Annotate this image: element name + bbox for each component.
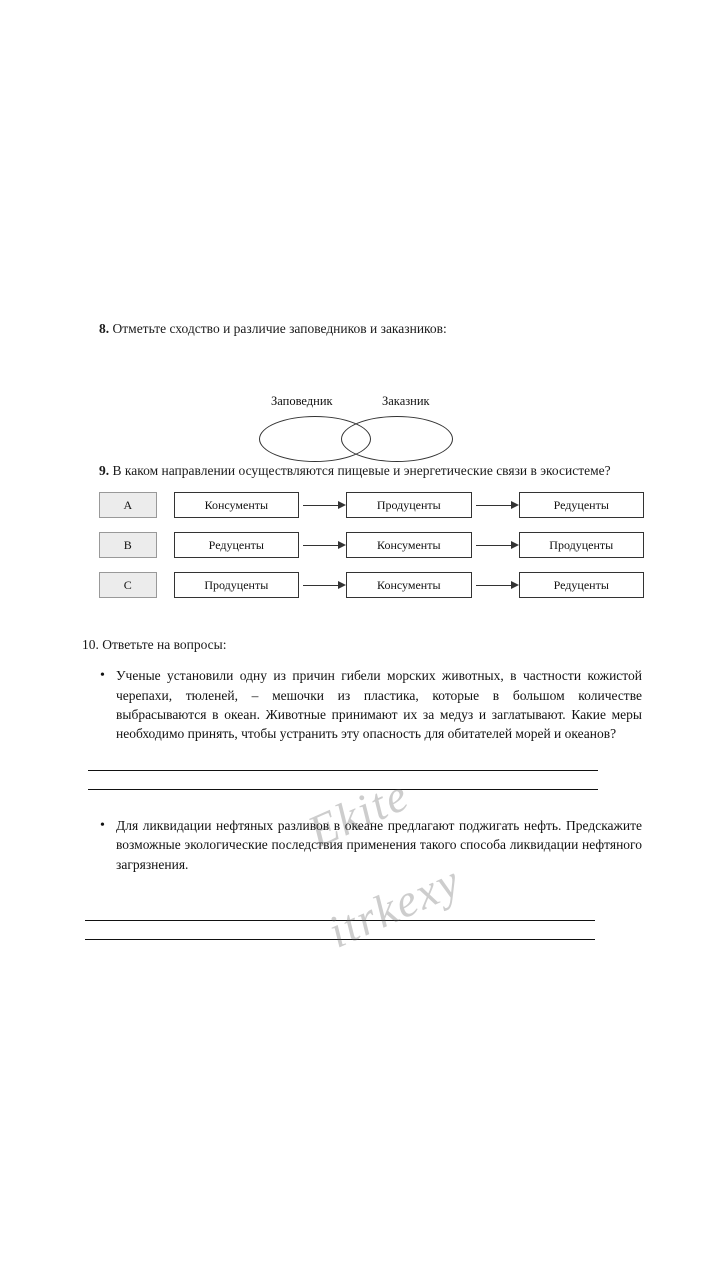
chain-cell: Редуценты	[174, 532, 299, 558]
bullet-icon: •	[100, 668, 105, 684]
question-9-number: 9.	[99, 463, 110, 478]
answer-lines-1[interactable]	[85, 752, 598, 790]
venn-label-right: Заказник	[382, 394, 430, 409]
bullet-text: Ученые установили одну из причин гибели морских животных, в частности кожистой черепахи, тюленей, – мешочки из пластика, которые в большом количестве выбрасываются в океан. Животные принимают их за медуз и заглатывают. Какие меры необходимо принять, чтобы устранить эту опасность для обитателей морей и океанов?	[116, 668, 642, 742]
watermark-line-1: Ekite	[300, 768, 417, 858]
venn-diagram	[99, 356, 644, 436]
question-8-heading	[99, 320, 644, 338]
question-8-prompt: Отметьте сходство и различие заповедников и заказников:	[112, 321, 447, 336]
food-chain-row[interactable]	[99, 572, 644, 598]
answer-line[interactable]	[88, 752, 598, 771]
question-8	[99, 320, 644, 436]
question-9-prompt: В каком направлении осуществляются пищевые и энергетические связи в экосистеме?	[112, 463, 611, 478]
arrow-right-icon	[472, 493, 519, 517]
chain-cell: Продуценты	[346, 492, 471, 518]
chain-cell: Консументы	[346, 532, 471, 558]
watermark-line-2: itrkexy	[320, 854, 469, 958]
arrow-right-icon	[299, 493, 346, 517]
chain-cell: Консументы	[174, 492, 299, 518]
question-10-bullet-1	[82, 666, 642, 744]
question-10-number: 10.	[82, 637, 99, 652]
option-letter: B	[99, 532, 157, 558]
bullet-icon: •	[100, 817, 105, 833]
venn-ellipse-right	[341, 416, 453, 462]
arrow-right-icon	[299, 573, 346, 597]
food-chain-options	[99, 492, 644, 598]
question-8-number: 8.	[99, 321, 110, 336]
food-chain-row[interactable]	[99, 532, 644, 558]
arrow-right-icon	[472, 573, 519, 597]
option-letter: C	[99, 572, 157, 598]
answer-line[interactable]	[88, 771, 598, 790]
food-chain-row[interactable]	[99, 492, 644, 518]
question-10-prompt: Ответьте на вопросы:	[102, 637, 227, 652]
chain-cell: Продуценты	[519, 532, 644, 558]
bullet-text: Для ликвидации нефтяных разливов в океане предлагают поджигать нефть. Предскажите возможные экологические последствия применения такого способа ликвидации нефтяного загрязнения.	[116, 817, 642, 872]
question-9-heading	[99, 462, 639, 480]
arrow-right-icon	[299, 533, 346, 557]
question-10	[82, 636, 642, 940]
question-10-bullet-2	[82, 816, 642, 874]
option-letter: A	[99, 492, 157, 518]
answer-line[interactable]	[85, 902, 595, 921]
chain-cell: Редуценты	[519, 492, 644, 518]
answer-lines-2[interactable]	[82, 902, 595, 940]
question-9	[99, 462, 644, 612]
question-10-heading	[82, 636, 642, 654]
venn-label-left: Заповедник	[271, 394, 333, 409]
chain-cell: Продуценты	[174, 572, 299, 598]
chain-cell: Редуценты	[519, 572, 644, 598]
arrow-right-icon	[472, 533, 519, 557]
chain-cell: Консументы	[346, 572, 471, 598]
answer-line[interactable]	[85, 921, 595, 940]
